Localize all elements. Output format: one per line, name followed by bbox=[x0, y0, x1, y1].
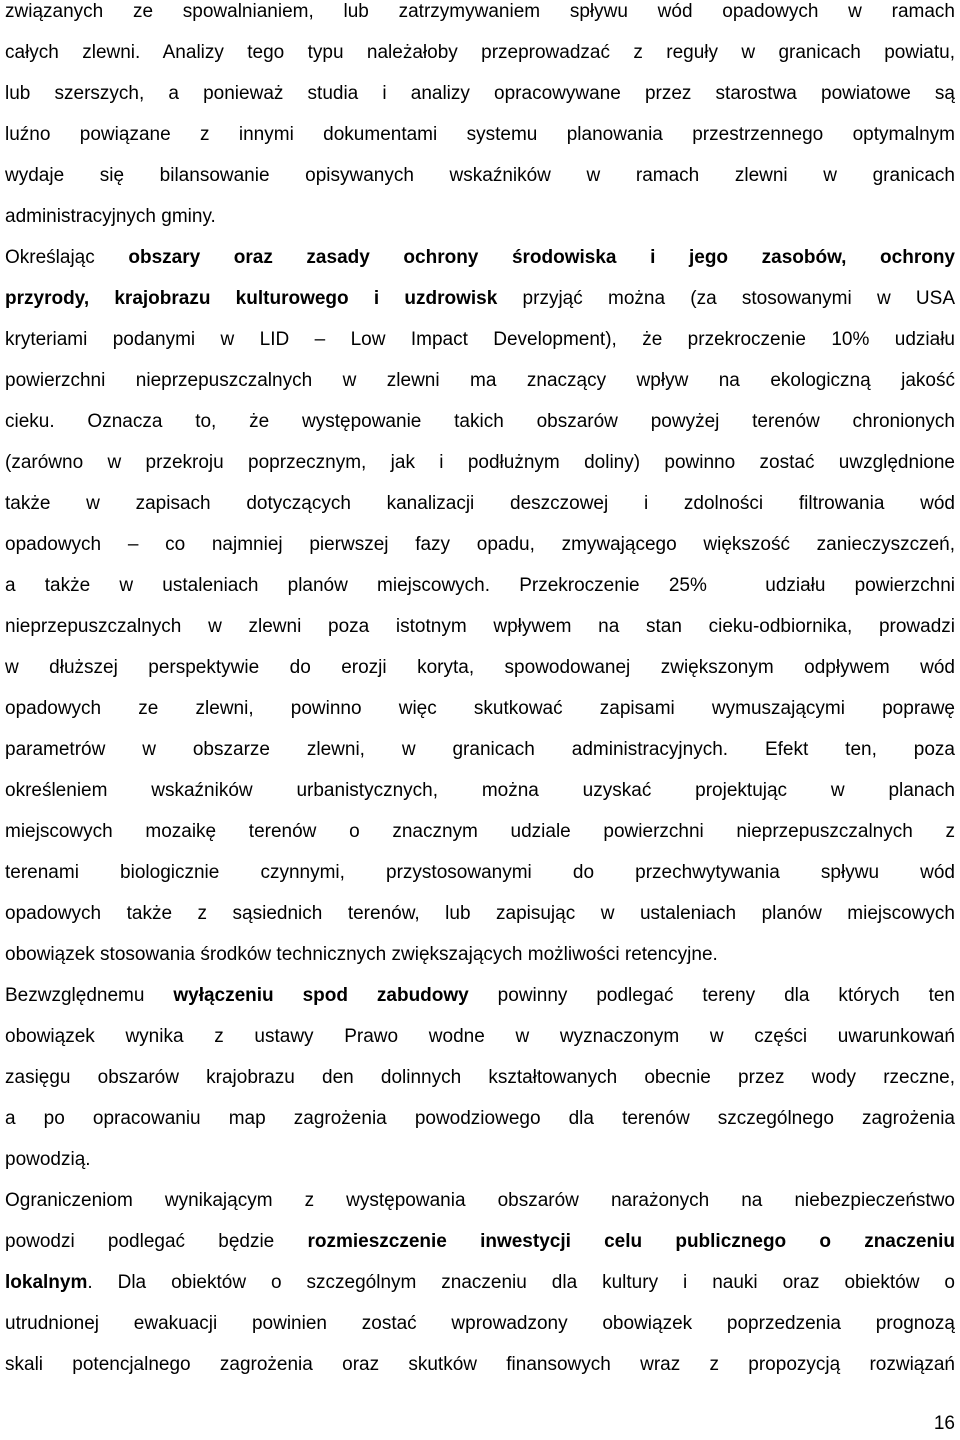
text: powinny podlegać tereny dla których ten bbox=[468, 985, 955, 1006]
text-line bbox=[5, 606, 955, 647]
paragraph bbox=[5, 0, 955, 237]
text: cieku. Oznacza to, że występowanie takich obszarów powyżej terenów chronionych bbox=[5, 411, 955, 432]
text-line bbox=[5, 319, 955, 360]
text-line bbox=[5, 442, 955, 483]
text-line bbox=[5, 114, 955, 155]
text-line bbox=[5, 73, 955, 114]
text-line bbox=[5, 278, 955, 319]
text: obowiązek wynika z ustawy Prawo wodne w wyznaczonym w części uwarunkowań bbox=[5, 1026, 955, 1047]
text-line bbox=[5, 0, 955, 32]
text: kryteriami podanymi w LID – Low Impact Development), że przekroczenie 10% udziału bbox=[5, 329, 955, 350]
text-line bbox=[5, 1180, 955, 1221]
document-body bbox=[5, 0, 955, 1385]
text: opadowych także z sąsiednich terenów, lub zapisując w ustaleniach planów miejscowych bbox=[5, 903, 955, 924]
text-line bbox=[5, 524, 955, 565]
text-line bbox=[5, 1221, 955, 1262]
text: opadowych – co najmniej pierwszej fazy opadu, zmywającego większość zanieczyszczeń, bbox=[5, 534, 955, 555]
bold-text: rozmieszczenie inwestycji celu publicznego o znaczeniu bbox=[307, 1231, 955, 1252]
text: także w zapisach dotyczących kanalizacji deszczowej i zdolności filtrowania wód bbox=[5, 493, 955, 514]
text-line bbox=[5, 688, 955, 729]
bold-text: przyrody, krajobrazu kulturowego i uzdrowisk bbox=[5, 288, 498, 309]
text: powodzią. bbox=[5, 1149, 91, 1170]
text: luźno powiązane z innymi dokumentami systemu planowania przestrzennego optymalnym bbox=[5, 124, 955, 145]
text-line bbox=[5, 401, 955, 442]
text: Określając bbox=[5, 247, 129, 268]
text-line bbox=[5, 360, 955, 401]
text-line bbox=[5, 155, 955, 196]
text-line bbox=[5, 893, 955, 934]
text: . Dla obiektów o szczególnym znaczeniu dla kultury i nauki oraz obiektów o bbox=[87, 1272, 955, 1293]
text-line bbox=[5, 1016, 955, 1057]
text-line bbox=[5, 32, 955, 73]
bold-text: wyłączeniu spod zabudowy bbox=[173, 985, 469, 1006]
text: wydaje się bilansowanie opisywanych wskaźników w ramach zlewni w granicach bbox=[5, 165, 955, 186]
text: parametrów w obszarze zlewni, w granicach administracyjnych. Efekt ten, poza bbox=[5, 739, 955, 760]
text: powodzi podlegać będzie bbox=[5, 1231, 308, 1252]
text-line bbox=[5, 1098, 955, 1139]
text-line bbox=[5, 1303, 955, 1344]
text: (zarówno w przekroju poprzecznym, jak i podłużnym doliny) powinno zostać uwzględnione bbox=[5, 452, 955, 473]
bold-text: lokalnym bbox=[5, 1272, 88, 1293]
text: a po opracowaniu map zagrożenia powodziowego dla terenów szczególnego zagrożenia bbox=[5, 1108, 955, 1129]
text-line bbox=[5, 729, 955, 770]
text: miejscowych mozaikę terenów o znacznym udziale powierzchni nieprzepuszczalnych z bbox=[5, 821, 955, 842]
text: skali potencjalnego zagrożenia oraz skutków finansowych wraz z propozycją rozwiązań bbox=[5, 1354, 955, 1375]
text-line bbox=[5, 934, 955, 975]
text-line bbox=[5, 196, 955, 237]
text-line bbox=[5, 1344, 955, 1385]
text: lub szerszych, a ponieważ studia i analizy opracowywane przez starostwa powiatowe są bbox=[5, 83, 955, 104]
text-line bbox=[5, 1262, 955, 1303]
text: powierzchni nieprzepuszczalnych w zlewni ma znaczący wpływ na ekologiczną jakość bbox=[5, 370, 955, 391]
text: zasięgu obszarów krajobrazu den dolinnych kształtowanych obecnie przez wody rzeczne, bbox=[5, 1067, 955, 1088]
text: a także w ustaleniach planów miejscowych. Przekroczenie 25% udziału powierzchni bbox=[5, 575, 955, 596]
text: terenami biologicznie czynnymi, przystosowanymi do przechwytywania spływu wód bbox=[5, 862, 955, 883]
bold-text: obszary oraz zasady ochrony środowiska i jego zasobów, ochrony bbox=[128, 247, 956, 268]
text-line bbox=[5, 975, 955, 1016]
text: nieprzepuszczalnych w zlewni poza istotnym wpływem na stan cieku-odbiornika, prowadzi bbox=[5, 616, 955, 637]
text: Bezwzględnemu bbox=[5, 985, 174, 1006]
text-line bbox=[5, 647, 955, 688]
text: utrudnionej ewakuacji powinien zostać wprowadzony obowiązek poprzedzenia prognozą bbox=[5, 1313, 955, 1334]
text-line bbox=[5, 811, 955, 852]
paragraph bbox=[5, 237, 955, 975]
text-line bbox=[5, 237, 955, 278]
text: związanych ze spowalnianiem, lub zatrzymywaniem spływu wód opadowych w ramach bbox=[5, 1, 955, 22]
text: obowiązek stosowania środków technicznych zwiększających możliwości retencyjne. bbox=[5, 944, 718, 965]
text: opadowych ze zlewni, powinno więc skutkować zapisami wymuszającymi poprawę bbox=[5, 698, 955, 719]
text: administracyjnych gminy. bbox=[5, 206, 216, 227]
text-line bbox=[5, 565, 955, 606]
page-number: 16 bbox=[933, 1413, 955, 1434]
text-line bbox=[5, 483, 955, 524]
text: przyjąć można (za stosowanymi w USA bbox=[497, 288, 955, 309]
text-line bbox=[5, 770, 955, 811]
text: Ograniczeniom wynikającym z występowania obszarów narażonych na niebezpieczeństwo bbox=[5, 1190, 955, 1211]
text-line bbox=[5, 1057, 955, 1098]
text-line bbox=[5, 852, 955, 893]
paragraph bbox=[5, 975, 955, 1180]
text: określeniem wskaźników urbanistycznych, można uzyskać projektując w planach bbox=[5, 780, 955, 801]
text: w dłuższej perspektywie do erozji koryta, spowodowanej zwiększonym odpływem wód bbox=[5, 657, 955, 678]
text-line bbox=[5, 1139, 955, 1180]
text: całych zlewni. Analizy tego typu należałoby przeprowadzać z reguły w granicach powiatu, bbox=[5, 42, 955, 63]
paragraph bbox=[5, 1180, 955, 1385]
